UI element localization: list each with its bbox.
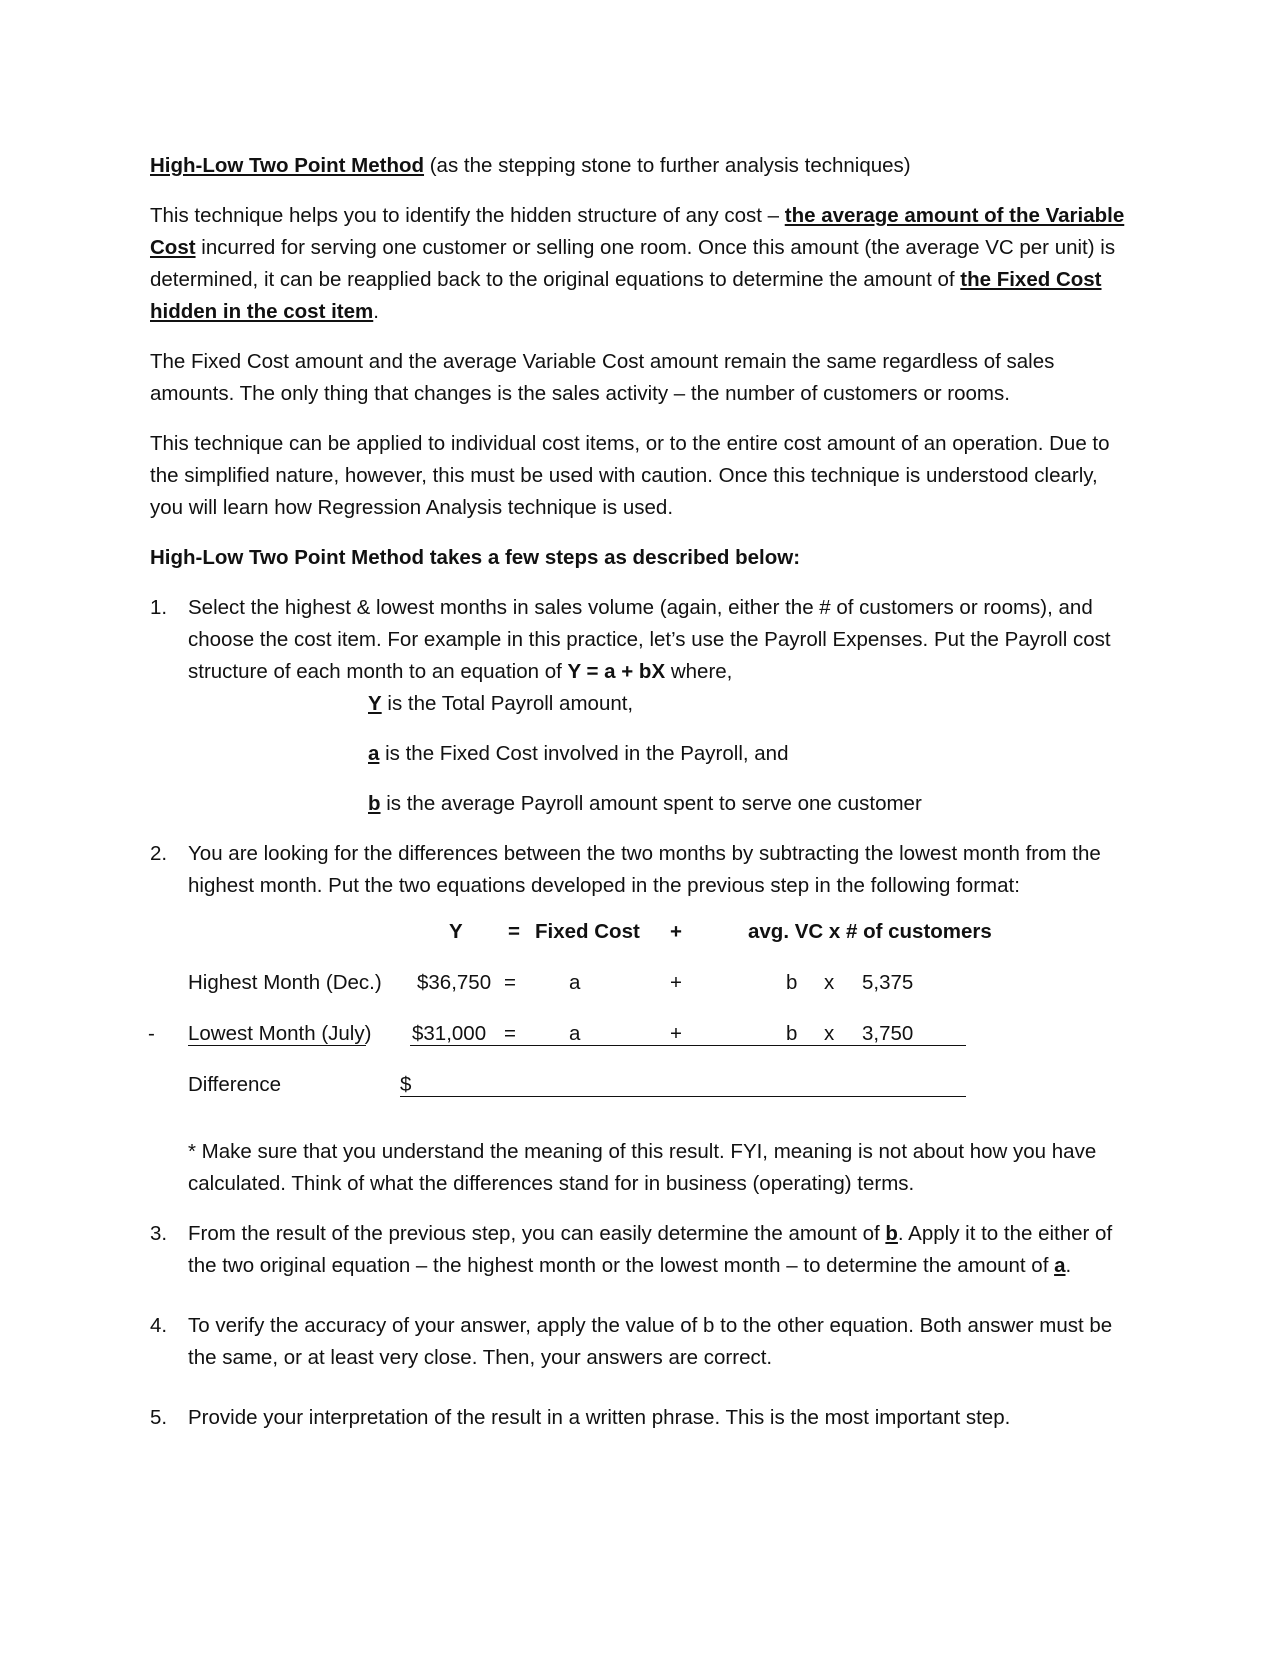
step-4-text: To verify the accuracy of your answer, apply the value of b to the other equation. Both answer must be the same, or at least very close. Then, your answers are correct. xyxy=(188,1314,1113,1369)
highest-month-equals: = xyxy=(504,971,516,994)
lowest-row-underline xyxy=(410,1045,966,1046)
difference-label: Difference xyxy=(188,1073,282,1096)
lowest-month-x: x xyxy=(824,1022,835,1045)
step-1 xyxy=(150,592,1135,820)
lowest-month-a: a xyxy=(569,1022,581,1045)
highest-month-customers: 5,375 xyxy=(862,971,914,994)
equation-table xyxy=(150,914,1135,1124)
header-equals: = xyxy=(508,920,520,943)
equation: Y = a + bX xyxy=(567,660,666,683)
lowest-month-b: b xyxy=(786,1022,798,1045)
definition-a: a is the Fixed Cost involved in the Payroll, and xyxy=(368,742,789,765)
document-body xyxy=(150,150,1135,1452)
highest-month-a: a xyxy=(569,971,581,994)
step-4 xyxy=(150,1310,1135,1374)
header-avg-vc: avg. VC x # of customers xyxy=(748,920,992,943)
steps-heading: High-Low Two Point Method takes a few steps as described below: xyxy=(150,546,801,569)
header-fixed-cost: Fixed Cost xyxy=(535,920,640,943)
difference-value: $ xyxy=(400,1073,412,1096)
lowest-month-label: Lowest Month (July) xyxy=(188,1022,372,1045)
fixed-cost-emphasis: the Fixed Cost hidden in the cost item xyxy=(150,268,1102,323)
step-3 xyxy=(150,1218,1135,1282)
step-2-note: * Make sure that you understand the meaning of this result. FYI, meaning is not about how you have calculated. Think of what the differences stand for in business (operating) terms. xyxy=(188,1140,1097,1195)
variable-cost-emphasis: the average amount of the Variable Cost xyxy=(150,204,1125,259)
intro-paragraph-3: This technique can be applied to individual cost items, or to the entire cost amount of an operation. Due to the simplified nature, however, this must be used with caution. Once this technique is understood clearly, you will learn how Regression Analysis technique is used. xyxy=(150,432,1110,519)
variable-definitions xyxy=(188,688,1135,820)
lowest-month-equals: = xyxy=(504,1022,516,1045)
difference-answer-line[interactable] xyxy=(400,1096,966,1097)
step-3-text: From the result of the previous step, you can easily determine the amount of b. Apply it to the either of the two original equation – the highest month or the lowest month – to determine the amount of a. xyxy=(188,1222,1113,1277)
definition-b: b is the average Payroll amount spent to serve one customer xyxy=(368,792,922,815)
definition-y: Y is the Total Payroll amount, xyxy=(368,692,634,715)
header-y: Y xyxy=(449,920,463,943)
step-2 xyxy=(150,838,1135,902)
step-number: 5. xyxy=(150,1406,168,1429)
step-number: 1. xyxy=(150,596,168,619)
highest-month-x: x xyxy=(824,971,835,994)
lowest-label-underline xyxy=(188,1045,366,1046)
step-number: 4. xyxy=(150,1314,168,1337)
document-title xyxy=(150,150,1135,182)
step-5 xyxy=(150,1402,1135,1434)
title-heading: High-Low Two Point Method xyxy=(150,154,425,177)
lowest-month-customers: 3,750 xyxy=(862,1022,914,1045)
header-plus: + xyxy=(670,920,682,943)
highest-month-label: Highest Month (Dec.) xyxy=(188,971,382,994)
highest-month-plus: + xyxy=(670,971,682,994)
lowest-month-y: $31,000 xyxy=(412,1022,487,1045)
highest-month-b: b xyxy=(786,971,798,994)
title-subtitle: (as the stepping stone to further analysis techniques) xyxy=(424,154,911,177)
highest-month-y: $36,750 xyxy=(417,971,492,994)
step-1-text: Select the highest & lowest months in sales volume (again, either the # of customers or rooms), and choose the cost item. For example in this practice, let’s use the Payroll Expenses. Put the Payroll cost structure of each month to an equation of Y = a + bX where, xyxy=(188,596,1111,683)
intro-paragraph-2: The Fixed Cost amount and the average Variable Cost amount remain the same regardless of sales amounts. The only thing that changes is the sales activity – the number of customers or rooms. xyxy=(150,350,1055,405)
subtract-sign: - xyxy=(148,1022,155,1045)
step-number: 2. xyxy=(150,842,168,865)
step-2-text: You are looking for the differences between the two months by subtracting the lowest month from the highest month. Put the two equations developed in the previous step in the following format: xyxy=(188,842,1101,897)
step-number: 3. xyxy=(150,1222,168,1245)
step-5-text: Provide your interpretation of the result in a written phrase. This is the most important step. xyxy=(188,1406,1011,1429)
intro-paragraph-1: This technique helps you to identify the hidden structure of any cost – the average amount of the Variable Cost incurred for serving one customer or selling one room. Once this amount (the average VC per unit) is determined, it can be reapplied back to the original equations to determine the amount of the Fixed Cost hidden in the cost item. xyxy=(150,204,1125,323)
lowest-month-plus: + xyxy=(670,1022,682,1045)
